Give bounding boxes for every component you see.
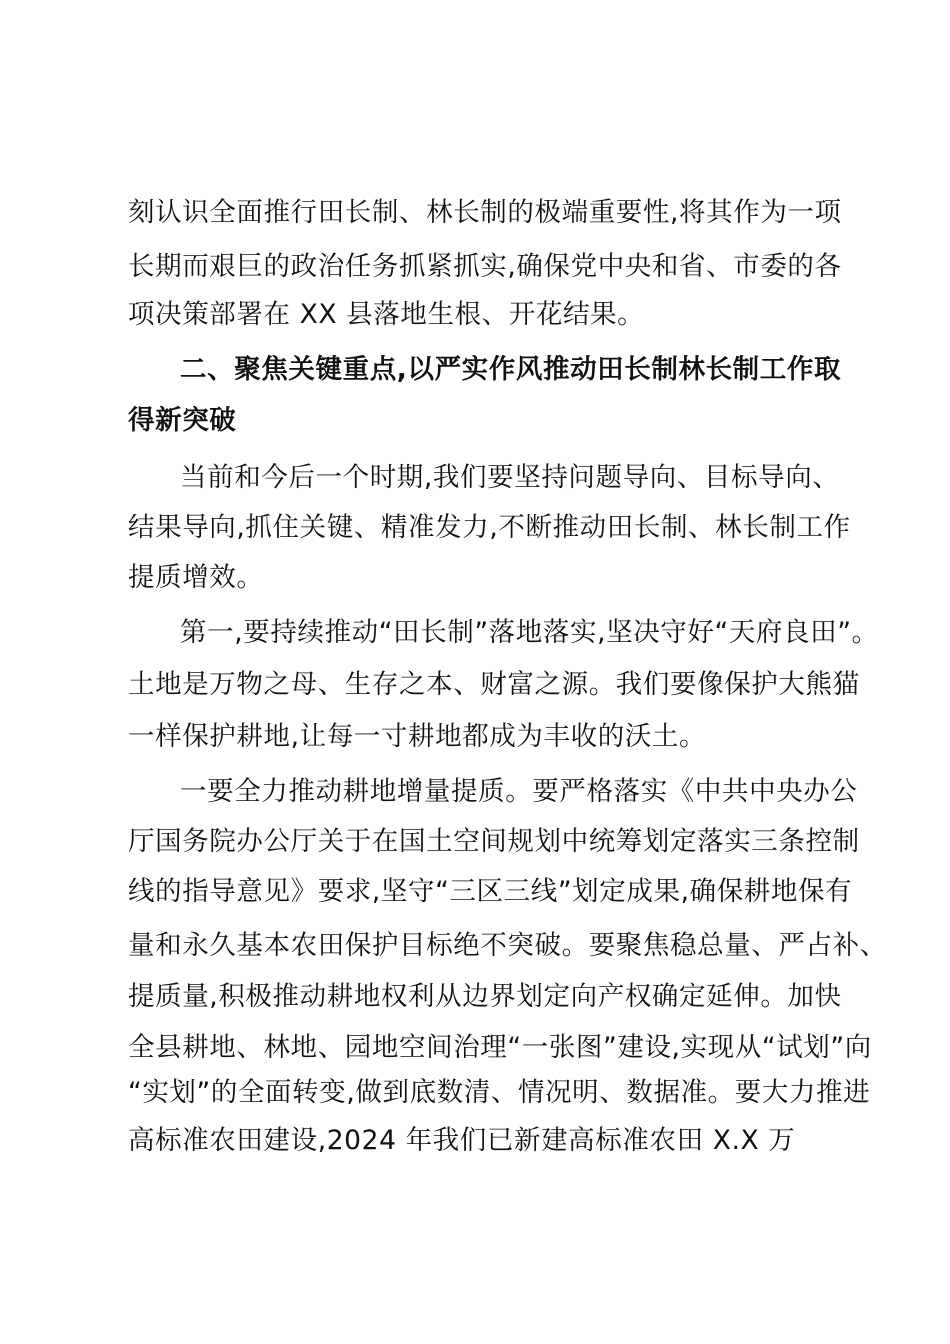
paragraph-line: 提质增效。 <box>128 562 264 593</box>
paragraph-line: 全县耕地、林地、园地空间治理“一张图”建设,实现从“试划”向 <box>128 1032 872 1063</box>
paragraph-line: 刻认识全面推行田长制、林长制的极端重要性,将其作为一项 <box>128 197 842 228</box>
paragraph-line: 线的指导意见》要求,坚守“三区三线”划定成果,确保耕地保有 <box>128 876 853 907</box>
paragraph-line: 厅国务院办公厅关于在国土空间规划中统筹划定落实三条控制 <box>128 826 860 857</box>
paragraph-line: 提质量,积极推动耕地权利从边界划定向产权确定延伸。加快 <box>128 981 842 1012</box>
paragraph-line: 项决策部署在 XX 县落地生根、开花结果。 <box>128 299 645 330</box>
paragraph-line: 结果导向,抓住关键、精准发力,不断推动田长制、林长制工作 <box>128 512 851 543</box>
paragraph-line: “实划”的全面转变,做到底数清、情况明、数据准。要大力推进 <box>128 1077 871 1108</box>
paragraph-line: 量和永久基本农田保护目标绝不突破。要聚焦稳总量、严占补、 <box>128 930 887 961</box>
paragraph-line: 一要全力推动耕地增量提质。要严格落实《中共中央办公 <box>180 776 858 807</box>
paragraph-line: 高标准农田建设,2024 年我们已新建高标准农田 X.X 万 <box>128 1125 796 1156</box>
paragraph-line: 第一,要持续推动“田长制”落地落实,坚决守好“天府良田”。 <box>180 617 879 648</box>
paragraph-line: 土地是万物之母、生存之本、财富之源。我们要像保护大熊猫 <box>128 669 860 700</box>
section-heading: 二、聚焦关键重点,以严实作风推动田长制林长制工作取 <box>180 354 842 385</box>
paragraph-line: 长期而艰巨的政治任务抓紧抓实,确保党中央和省、市委的各 <box>128 251 842 282</box>
section-heading: 得新突破 <box>128 405 237 436</box>
paragraph-line: 当前和今后一个时期,我们要坚持问题导向、目标导向、 <box>180 462 840 493</box>
paragraph-line: 一样保护耕地,让每一寸耕地都成为丰收的沃土。 <box>128 721 707 752</box>
